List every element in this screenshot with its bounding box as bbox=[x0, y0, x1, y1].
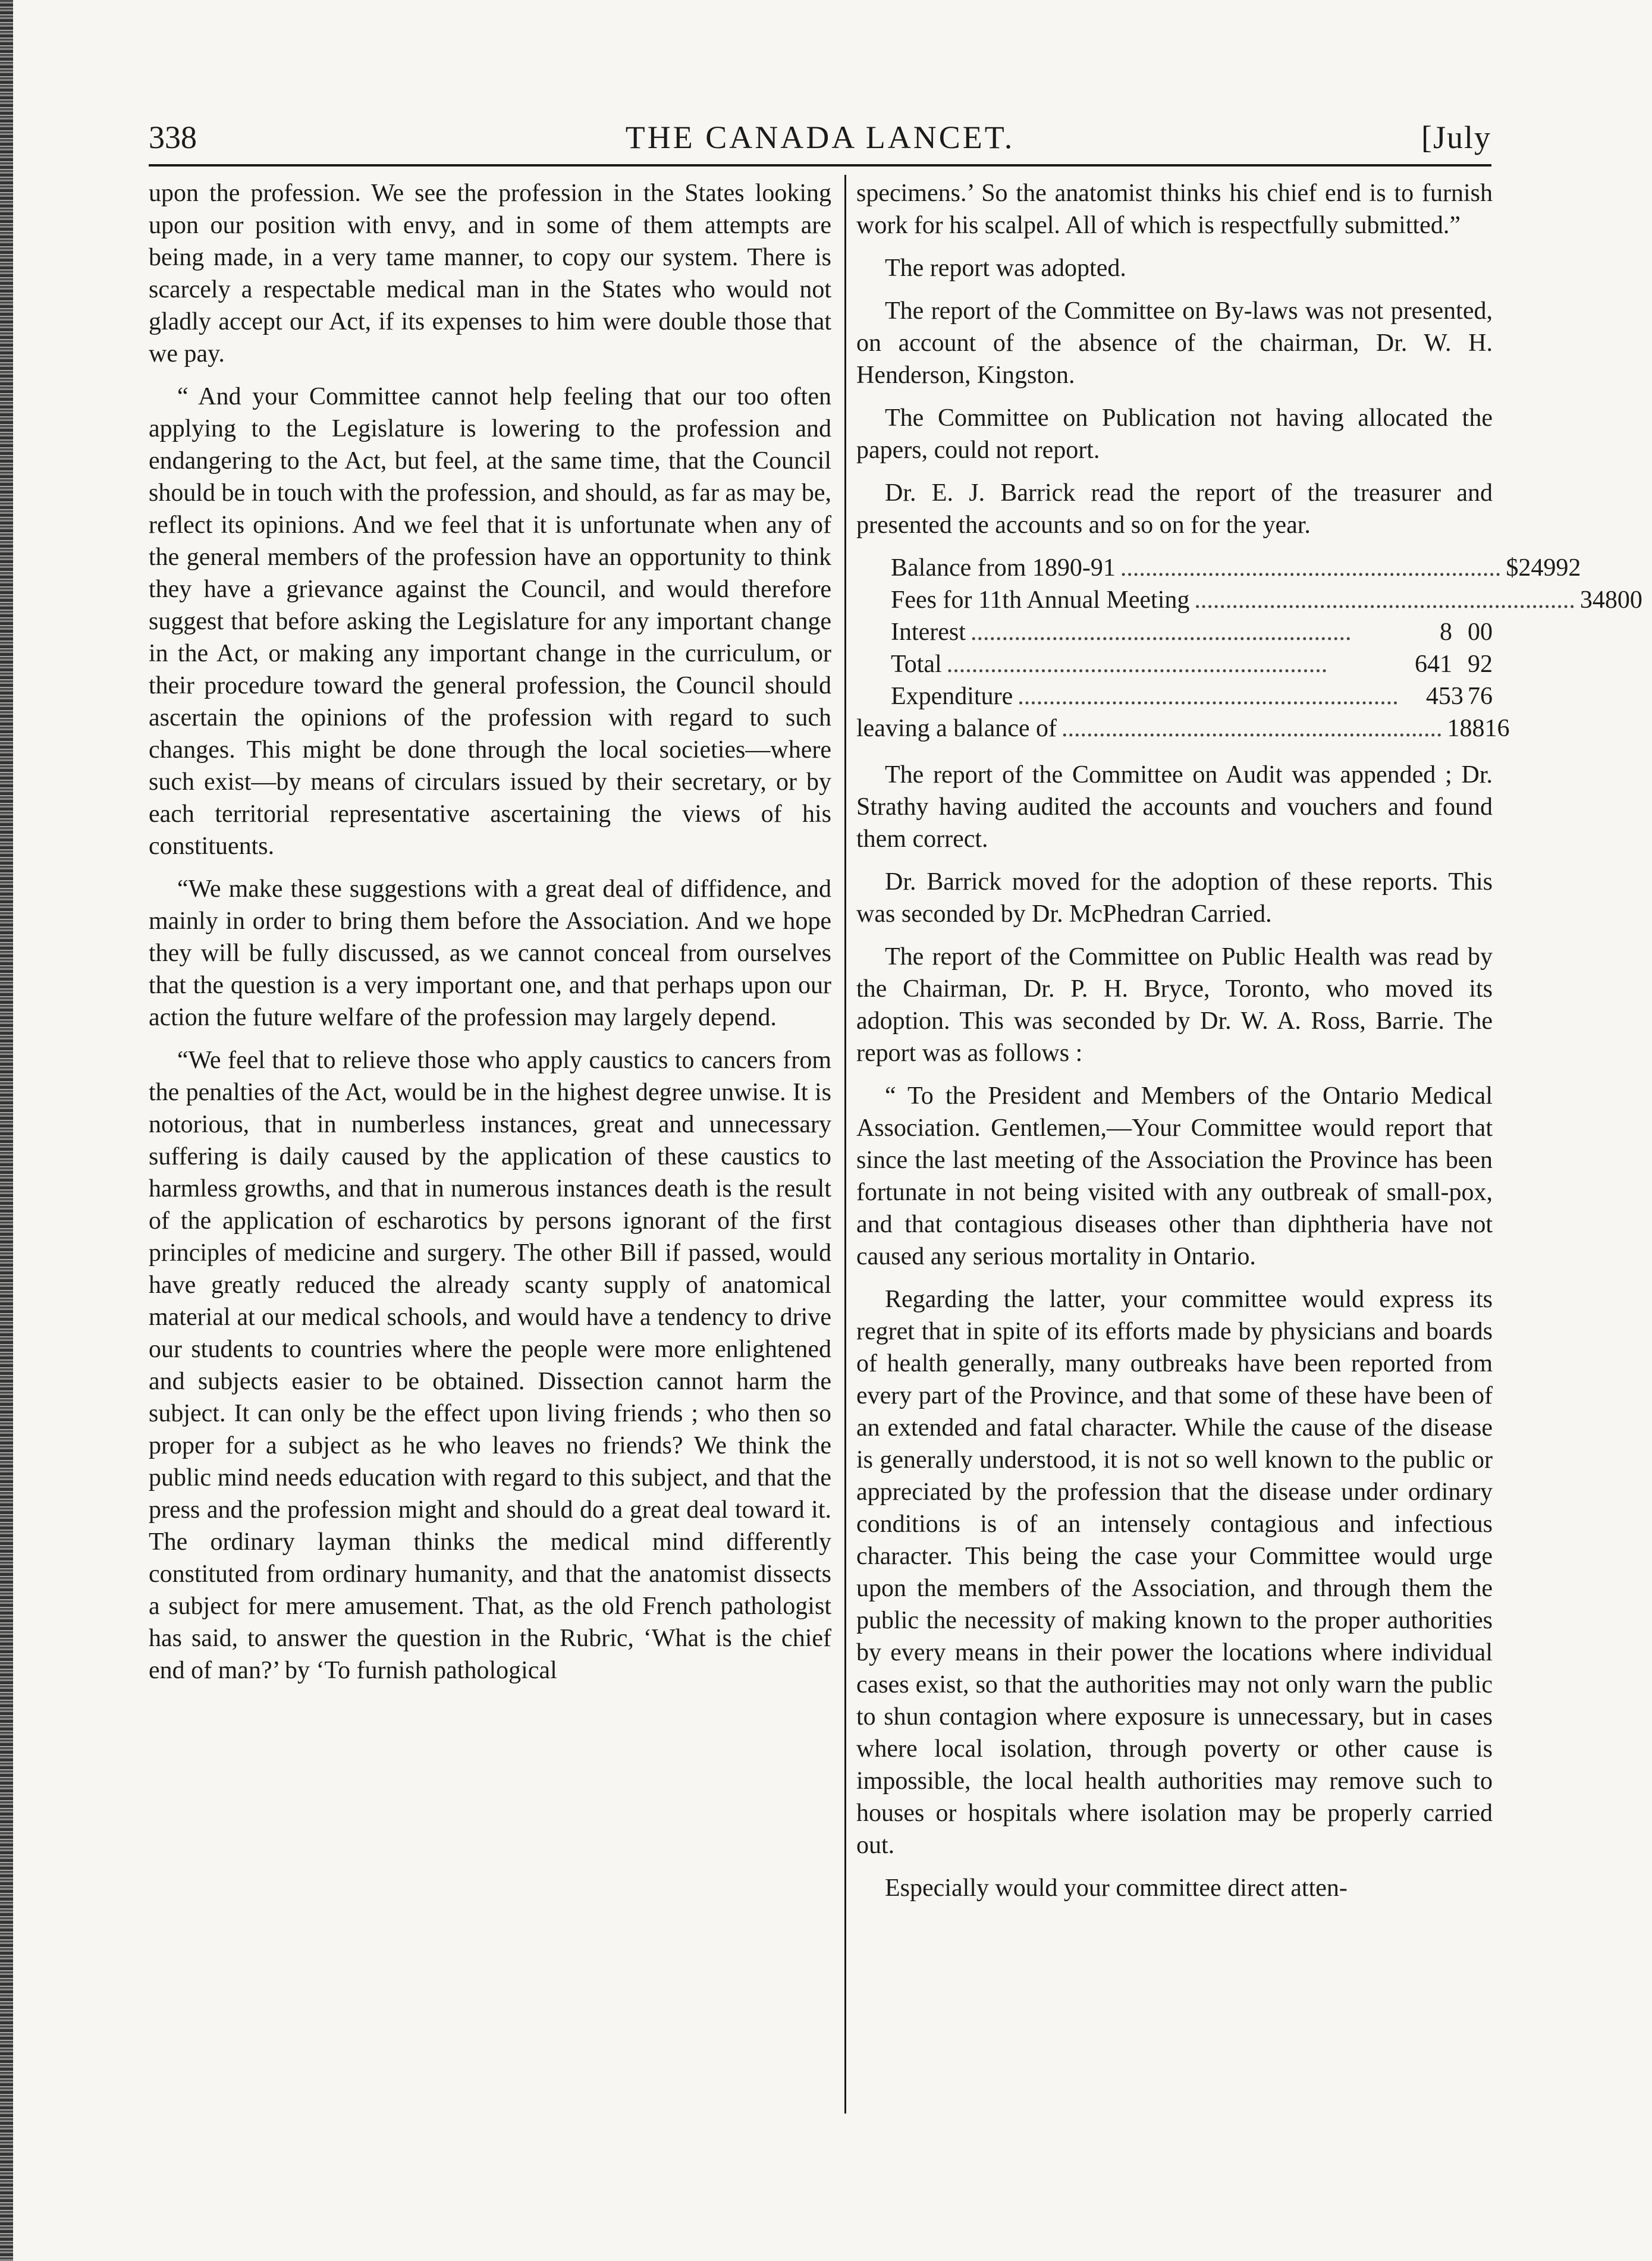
account-row bbox=[856, 584, 1642, 616]
issue-month: [July bbox=[1421, 120, 1491, 155]
column-divider bbox=[844, 175, 846, 2114]
journal-title: THE CANADA LANCET. bbox=[625, 120, 1015, 155]
paragraph: Regarding the latter, your committee would express its regret that in spite of its efforts made by physicians and boards of health generally, many outbreaks have been reported from every part of the Province, and that some of these have been of an extended and fatal character. While the cause of the disease is generally understood, it is not so well known to the public or appreciated by the profession that the disease under ordinary conditions is of an intensely contagious and infectious character. This being the case your Committee would urge upon the members of the Association, and through them the public the necessity of making known to the proper authorities by every means in their power the locations where individual cases exist, so that the authorities may not only warn the public to shun contagion where exposure is unnecessary, but in cases where local isolation, through poverty or other cause is impossible, the local health authorities may remove such to houses or hospitals where isolation may be properly carried out. bbox=[856, 1286, 1493, 1859]
account-row bbox=[856, 552, 1581, 584]
leader-dots: ............................................................. bbox=[1017, 683, 1399, 710]
account-label: Balance from 1890-91 bbox=[891, 554, 1116, 582]
account-dollars: 641 bbox=[1415, 651, 1452, 678]
paragraph: The Committee on Publication not having allocated the papers, could not report. bbox=[856, 404, 1493, 464]
left-column bbox=[149, 177, 831, 1697]
paragraph: The report was adopted. bbox=[885, 255, 1126, 282]
account-cents: 00 bbox=[1468, 618, 1493, 646]
account-dollars: 453 bbox=[1425, 683, 1463, 710]
account-label: Interest bbox=[891, 618, 966, 646]
page-binding-edge bbox=[0, 0, 13, 2261]
account-cents: 92 bbox=[1468, 651, 1493, 678]
header-rule bbox=[149, 164, 1491, 167]
account-label: Total bbox=[891, 651, 942, 678]
account-dollars: 188 bbox=[1447, 715, 1485, 742]
paragraph: upon the profession. We see the profession in the States looking upon our position with envy, and in some of them attempts are being made, in a very tame manner, to copy our system. There is scarcely a respectable medical man in the States who would not gladly accept our Act, if its expenses to him were double those that we pay. bbox=[149, 180, 831, 368]
paragraph: The report of the Committee on By-laws was not presented, on account of the absence of the chairman, Dr. W. H. Henderson, Kingston. bbox=[856, 297, 1493, 389]
account-cents: 76 bbox=[1468, 683, 1493, 710]
running-header bbox=[149, 119, 1491, 161]
account-dollars: 8 bbox=[1440, 618, 1452, 646]
leader-dots: ............................................................. bbox=[970, 618, 1352, 646]
paragraph: The report of the Committee on Public Health was read by the Chairman, Dr. P. H. Bryce, Toronto, who moved its adoption. This was seconded by Dr. W. A. Ross, Barrie. The report was as follows : bbox=[856, 943, 1493, 1067]
account-label: Expenditure bbox=[891, 683, 1013, 710]
paragraph: Especially would your committee direct atten- bbox=[885, 1874, 1348, 1902]
account-row bbox=[856, 712, 1510, 745]
account-dollars: $249 bbox=[1506, 554, 1556, 582]
paragraph: “ To the President and Members of the Ontario Medical Association. Gentlemen,—Your Committee would report that since the last meeting of the Association the Province has been fortunate in not being visited with any outbreak of small-pox, and that contagious diseases other than diphtheria have not caused any serious mortality in Ontario. bbox=[856, 1082, 1493, 1270]
account-dollars: 348 bbox=[1579, 586, 1618, 614]
account-cents: 16 bbox=[1484, 715, 1510, 742]
paragraph: Dr. E. J. Barrick read the report of the treasurer and presented the accounts and so on for the year. bbox=[856, 479, 1493, 539]
account-cents: 00 bbox=[1617, 586, 1642, 614]
leader-dots: ............................................................. bbox=[1194, 586, 1575, 614]
page-number: 338 bbox=[149, 120, 197, 155]
paragraph: specimens.’ So the anatomist thinks his chief end is to furnish work for his scalpel. All of which is respectfully submitted.” bbox=[856, 180, 1493, 239]
paragraph: Dr. Barrick moved for the adoption of these reports. This was seconded by Dr. McPhedran Carried. bbox=[856, 868, 1493, 928]
paragraph: The report of the Committee on Audit was appended ; Dr. Strathy having audited the accounts and vouchers and found them correct. bbox=[856, 761, 1493, 853]
paragraph: “ And your Committee cannot help feeling that our too often applying to the Legislature is lowering to the profession and endangering to the Act, but feel, at the same time, that the Council should be in touch with the profession, and should, as far as may be, reflect its opinions. And we feel that it is unfortunate when any of the general members of the profession have an opportunity to think they have a grievance against the Council, and would therefore suggest that before asking the Legislature for any important change in the Act, or making any important change in the curriculum, or their procedure toward the general profession, the Council should ascertain the opinions of the profession with regard to such changes. This might be done through the local societies—where such exist—by means of circulars issued by their secretary, or by each territorial representative ascertaining the views of his constituents. bbox=[149, 383, 831, 860]
leader-dots: ............................................................. bbox=[946, 651, 1328, 678]
right-column bbox=[856, 177, 1642, 1915]
paragraph: “We feel that to relieve those who apply caustics to cancers from the penalties of the Act, would be in the highest degree unwise. It is notorious, that in numberless instances, great and unnecessary suffering is daily caused by the application of these caustics to harmless growths, and that in numerous instances death is the result of the application of escharotics by persons ignorant of the first principles of medicine and surgery. The other Bill if passed, would have greatly reduced the already scanty supply of anatomical material at our medical schools, and would have a tendency to drive our students to countries where the people were more enlightened and subjects easier to be obtained. Dissection cannot harm the subject. It can only be the effect upon living friends ; who then so proper for a subject as he who leaves no friends? We think the public mind needs education with regard to this subject, and that the press and the profession might and should do a great deal toward it. The ordinary layman thinks the medical mind differently constituted from ordinary humanity, and that the anatomist dissects a subject for mere amusement. That, as the old French pathologist has said, to answer the question in the Rubric, ‘What is the chief end of man?’ by ‘To furnish pathological bbox=[149, 1047, 831, 1684]
account-label: Fees for 11th Annual Meeting bbox=[891, 586, 1190, 614]
treasurer-accounts bbox=[856, 552, 1642, 745]
paragraph: “We make these suggestions with a great deal of diffidence, and mainly in order to bring them before the Association. And we hope they will be fully discussed, as we cannot conceal from ourselves that the question is a very important one, and that perhaps upon our action the future welfare of the profession may largely depend. bbox=[149, 875, 831, 1031]
account-cents: 92 bbox=[1556, 554, 1581, 582]
leader-dots: ............................................................. bbox=[1120, 554, 1502, 582]
account-row bbox=[856, 680, 1493, 712]
account-row bbox=[856, 648, 1493, 680]
leader-dots: ............................................................. bbox=[1061, 715, 1443, 742]
account-row bbox=[856, 616, 1493, 648]
account-label: leaving a balance of bbox=[856, 715, 1057, 742]
